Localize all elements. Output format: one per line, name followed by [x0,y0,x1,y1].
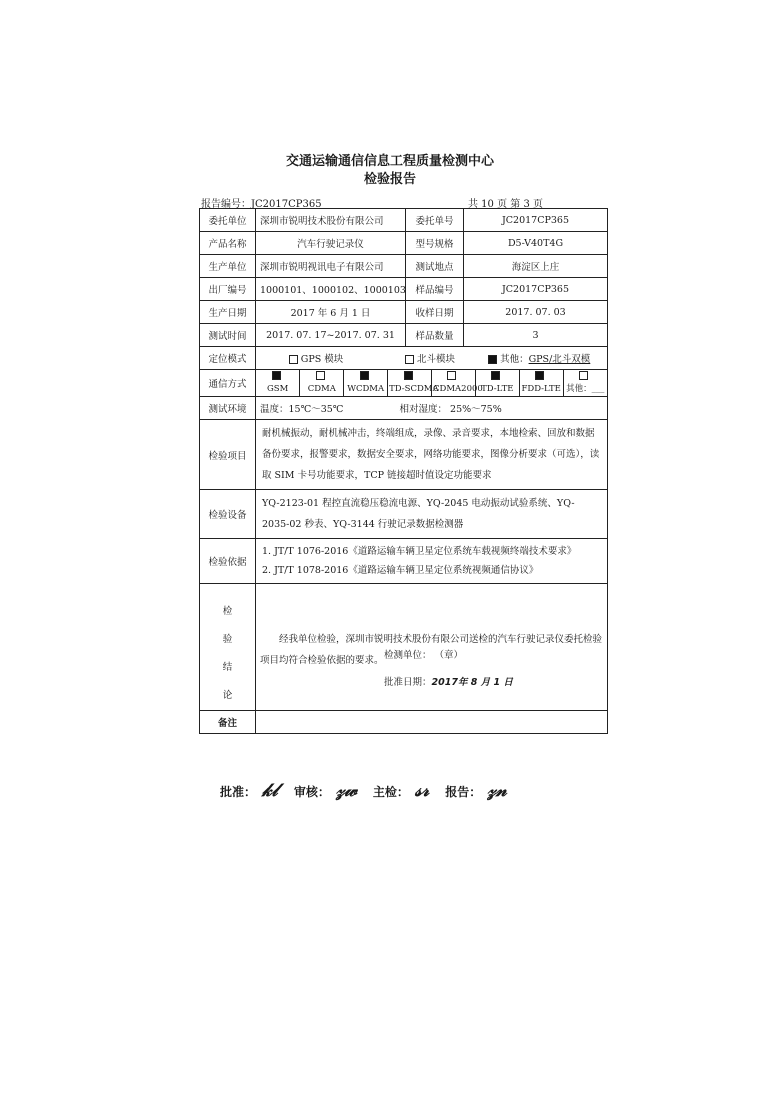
testing-unit: 检测单位： （章） [384,650,464,661]
sample-no-value: JC2017CP365 [464,278,608,301]
comm-options [256,370,608,397]
equipment-label: 检验设备 [200,490,256,539]
checked-box-icon [491,371,500,380]
comm-option-label: GSM [267,384,289,394]
comm-option-cdma2000 [432,370,483,396]
client-label: 委托单位 [200,209,256,232]
checked-box-icon [360,371,369,380]
remark-label: 备注 [200,711,256,734]
checked-box-icon [272,371,281,380]
temperature: 温度：15℃～35℃ [260,404,344,415]
mfg-date-value: 2017 年 6 月 1 日 [256,301,406,324]
positioning-options [256,347,608,370]
conclusion-text: 经我单位检验，深圳市锐明技术股份有限公司送检的汽车行驶记录仪委托检验项目均符合检验依据的要求。 [260,633,603,666]
review-label: 审核： [293,785,330,799]
conclusion-label-char: 验 [222,634,233,645]
other-positioning-value: GPS/北斗双模 [528,354,591,365]
comm-option-label: FDD-LTE [521,384,561,394]
comm-option-td-lte [475,370,519,396]
model-value: D5-V40T4G [464,232,608,255]
sample-no-label: 样品编号 [406,278,464,301]
client-value: 深圳市锐明技术股份有限公司 [256,209,406,232]
basis-line-2: 2. JT/T 1078-2016《道路运输车辆卫星定位系统视频通信协议》 [262,565,539,576]
checked-box-icon [535,371,544,380]
env-value [256,397,608,420]
signoff-line [220,780,519,801]
humidity: 相对湿度： 25%～75% [399,404,502,415]
qty-value: 3 [464,324,608,347]
comm-option-other [563,370,607,396]
gps-option: GPS 模块 [300,354,344,365]
conclusion-label-char: 结 [222,662,233,673]
empty-box-icon [447,371,456,380]
comm-option-fdd-lte [519,370,563,396]
organization-title: 交通运输通信信息工程质量检测中心 [285,154,494,169]
report-table [199,208,608,734]
comm-label: 通信方式 [200,370,256,397]
equipment-text: YQ-2123-01 程控直流稳压稳流电源、YQ-2045 电动振动试验系统、YQ-2035-02 秒表、YQ-3144 行驶记录数据检测器 [256,490,608,539]
report-number: 报告编号：JC2017CP365 [201,199,322,210]
beidou-option: 北斗模块 [417,354,456,365]
approval-date-label: 批准日期： [384,677,432,688]
comm-option-cdma [300,370,344,396]
approve-label: 批准： [220,785,257,799]
main-inspector-signature: 𝓈𝓇 [414,780,430,801]
items-text: 耐机械振动，耐机械冲击，终端组成，录像、录音要求，本地检索、回放和数据备份要求，报警要求，数据安全要求，网络功能要求，图像分析要求（可选），读取 SIM 卡号功能要求，TCP 链接超时值设定功能要求 [256,420,608,490]
serial-value: 1000101、1000102、1000103 [256,278,406,301]
empty-box-icon [579,371,588,380]
comm-option-wcdma [344,370,388,396]
comm-option-gsm [256,370,300,396]
empty-box-icon [316,371,325,380]
env-label: 测试环境 [200,397,256,420]
conclusion-label [200,584,256,711]
test-time-value: 2017. 07. 17~2017. 07. 31 [256,324,406,347]
site-value: 海淀区上庄 [464,255,608,278]
beidou-checkbox [405,355,414,364]
conclusion-body [256,584,608,711]
qty-label: 样品数量 [406,324,464,347]
maker-value: 深圳市锐明视讯电子有限公司 [256,255,406,278]
reporter-label: 报告： [445,785,482,799]
gps-checkbox [289,355,298,364]
basis-label: 检验依据 [200,539,256,584]
comm-option-label: CDMA [307,384,336,394]
approve-signature: 𝓀𝓁 [262,780,278,801]
approval-date [384,674,513,688]
mfg-date-label: 生产日期 [200,301,256,324]
main-inspector-label: 主检： [372,785,409,799]
comm-option-td-scdma [388,370,439,396]
conclusion-label-char: 论 [222,690,233,701]
recv-date-label: 收样日期 [406,301,464,324]
product-label: 产品名称 [200,232,256,255]
comm-option-label: CDMA2000 [433,384,483,394]
comm-grid [256,370,607,396]
recv-date-value: 2017. 07. 03 [464,301,608,324]
conclusion-label-char: 检 [222,606,233,617]
comm-option-label: 其他：___ [566,384,605,394]
conclusion-label-text [204,598,251,710]
other-checkbox-checked [488,355,497,364]
positioning-label: 定位模式 [200,347,256,370]
comm-option-label: TD-LTE [481,384,514,394]
model-label: 型号规格 [406,232,464,255]
order-label: 委托单号 [406,209,464,232]
product-value: 汽车行驶记录仪 [256,232,406,255]
approval-date-handwritten: 2017年 8 月 1 日 [431,677,513,688]
checked-box-icon [404,371,413,380]
comm-option-label: TD-SCDMA [389,384,439,394]
order-value: JC2017CP365 [464,209,608,232]
document-title: 检验报告 [363,172,416,187]
remark-value [256,711,608,734]
basis-text [256,539,608,584]
review-signature: 𝓏𝓌 [335,780,357,801]
items-label: 检验项目 [200,420,256,490]
site-label: 测试地点 [406,255,464,278]
comm-option-label: WCDMA [347,384,385,394]
serial-label: 出厂编号 [200,278,256,301]
page-count: 共 10 页 第 3 页 [468,199,543,210]
maker-label: 生产单位 [200,255,256,278]
basis-line-1: 1. JT/T 1076-2016《道路运输车辆卫星定位系统车载视频终端技术要求》 [262,546,577,557]
reporter-signature: 𝓏𝓃 [487,780,507,801]
test-time-label: 测试时间 [200,324,256,347]
other-prefix: 其他： [500,354,529,365]
